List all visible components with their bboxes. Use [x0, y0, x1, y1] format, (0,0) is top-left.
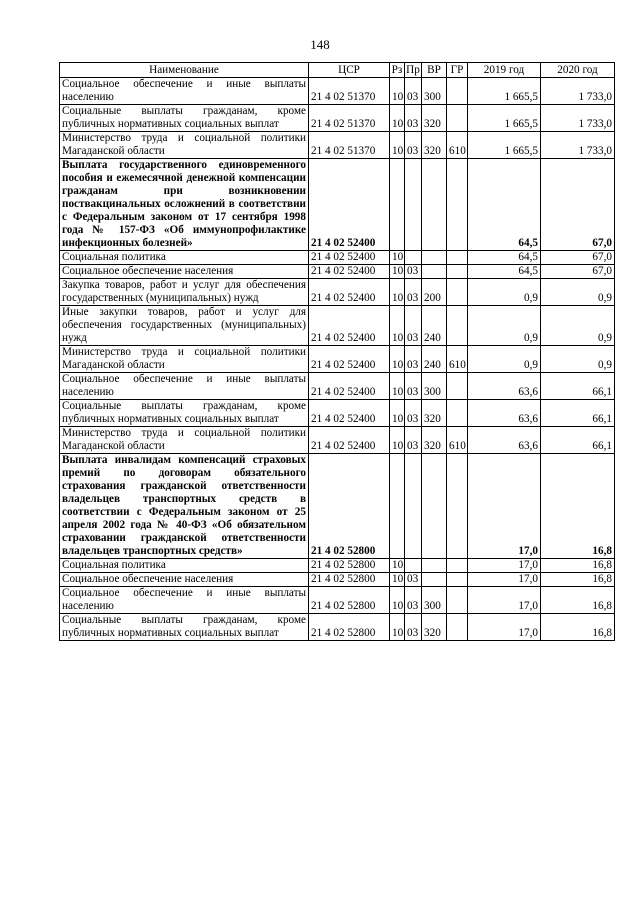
table-row: [60, 251, 615, 265]
cell-pr: 03: [405, 105, 422, 132]
table-row: [60, 573, 615, 587]
cell-csr: 21 4 02 52400: [309, 373, 390, 400]
cell-name: Социальная политика: [60, 559, 309, 573]
cell-csr: 21 4 02 52800: [309, 454, 390, 559]
cell-pr: [405, 454, 422, 559]
cell-vr: 300: [422, 373, 447, 400]
cell-pr: 03: [405, 78, 422, 105]
cell-vr: 200: [422, 279, 447, 306]
cell-2020: 16,8: [541, 614, 615, 641]
table-row: [60, 306, 615, 346]
cell-csr: 21 4 02 51370: [309, 78, 390, 105]
cell-name: Социальное обеспечение и иные выплаты населению: [60, 373, 309, 400]
cell-csr: 21 4 02 52400: [309, 400, 390, 427]
cell-name: Иные закупки товаров, работ и услуг для обеспечения государственных (муниципальных) нужд: [60, 306, 309, 346]
cell-rz: [390, 454, 405, 559]
cell-csr: 21 4 02 52800: [309, 559, 390, 573]
cell-2019: 17,0: [468, 454, 541, 559]
cell-pr: [405, 251, 422, 265]
cell-gr: [447, 614, 468, 641]
cell-gr: [447, 400, 468, 427]
cell-2020: 67,0: [541, 159, 615, 251]
cell-2019: 64,5: [468, 159, 541, 251]
cell-2020: 67,0: [541, 251, 615, 265]
cell-rz: 10: [390, 400, 405, 427]
cell-rz: 10: [390, 346, 405, 373]
cell-vr: 300: [422, 587, 447, 614]
cell-vr: [422, 454, 447, 559]
cell-2020: 16,8: [541, 573, 615, 587]
cell-2019: 64,5: [468, 265, 541, 279]
cell-vr: 320: [422, 132, 447, 159]
cell-gr: [447, 306, 468, 346]
cell-2020: 0,9: [541, 279, 615, 306]
cell-gr: [447, 105, 468, 132]
cell-rz: 10: [390, 105, 405, 132]
cell-pr: 03: [405, 279, 422, 306]
header-2020: 2020 год: [541, 63, 615, 78]
cell-vr: [422, 251, 447, 265]
cell-2019: 63,6: [468, 427, 541, 454]
cell-gr: [447, 573, 468, 587]
cell-2019: 0,9: [468, 279, 541, 306]
header-rz: Рз: [390, 63, 405, 78]
cell-gr: [447, 587, 468, 614]
table-row: [60, 427, 615, 454]
cell-rz: 10: [390, 427, 405, 454]
cell-rz: 10: [390, 587, 405, 614]
cell-2020: 67,0: [541, 265, 615, 279]
cell-csr: 21 4 02 52400: [309, 251, 390, 265]
cell-name: Социальная политика: [60, 251, 309, 265]
table-row: [60, 265, 615, 279]
cell-csr: 21 4 02 51370: [309, 105, 390, 132]
cell-vr: 320: [422, 400, 447, 427]
cell-name: Выплата государственного единовременного пособия и ежемесячной денежной компенсации гражданам при возникновении поствакцинальных осложнений в соответствии с Федеральным законом от 17 сентября 1998 года № 157-ФЗ «Об иммунопрофилактике инфекционных болезней»: [60, 159, 309, 251]
cell-2019: 1 665,5: [468, 132, 541, 159]
cell-gr: [447, 559, 468, 573]
cell-2019: 63,6: [468, 400, 541, 427]
table-row: [60, 78, 615, 105]
cell-2019: 64,5: [468, 251, 541, 265]
cell-pr: 03: [405, 265, 422, 279]
cell-name: Закупка товаров, работ и услуг для обеспечения государственных (муниципальных) нужд: [60, 279, 309, 306]
cell-2019: 0,9: [468, 306, 541, 346]
cell-2019: 17,0: [468, 587, 541, 614]
budget-table: [59, 62, 615, 641]
cell-vr: [422, 559, 447, 573]
cell-rz: 10: [390, 614, 405, 641]
cell-name: Министерство труда и социальной политики Магаданской области: [60, 427, 309, 454]
cell-vr: 320: [422, 427, 447, 454]
header-csr: ЦСР: [309, 63, 390, 78]
cell-pr: 03: [405, 373, 422, 400]
cell-vr: [422, 159, 447, 251]
cell-2020: 0,9: [541, 346, 615, 373]
cell-2020: 16,8: [541, 559, 615, 573]
cell-csr: 21 4 02 52800: [309, 587, 390, 614]
cell-pr: 03: [405, 573, 422, 587]
cell-2019: 1 665,5: [468, 78, 541, 105]
table-body: [60, 78, 615, 641]
cell-vr: [422, 573, 447, 587]
cell-csr: 21 4 02 52400: [309, 427, 390, 454]
table-row: [60, 400, 615, 427]
cell-pr: [405, 559, 422, 573]
cell-pr: 03: [405, 587, 422, 614]
cell-vr: 240: [422, 306, 447, 346]
header-name: Наименование: [60, 63, 309, 78]
cell-gr: [447, 265, 468, 279]
cell-2020: 66,1: [541, 373, 615, 400]
table-row: [60, 373, 615, 400]
cell-pr: 03: [405, 614, 422, 641]
cell-csr: 21 4 02 52400: [309, 159, 390, 251]
page-number: 148: [310, 37, 330, 52]
cell-gr: [447, 279, 468, 306]
cell-vr: 320: [422, 614, 447, 641]
cell-name: Министерство труда и социальной политики Магаданской области: [60, 132, 309, 159]
table-row: [60, 587, 615, 614]
cell-2019: 17,0: [468, 573, 541, 587]
table-row: [60, 454, 615, 559]
table-row: [60, 614, 615, 641]
table-row: [60, 279, 615, 306]
cell-pr: 03: [405, 306, 422, 346]
cell-2020: 1 733,0: [541, 78, 615, 105]
table-row: [60, 346, 615, 373]
cell-2020: 16,8: [541, 587, 615, 614]
cell-gr: [447, 373, 468, 400]
cell-2020: 0,9: [541, 306, 615, 346]
cell-rz: 10: [390, 78, 405, 105]
cell-csr: 21 4 02 52800: [309, 573, 390, 587]
cell-pr: 03: [405, 346, 422, 373]
header-gr: ГР: [447, 63, 468, 78]
cell-rz: [390, 159, 405, 251]
cell-name: Социальные выплаты гражданам, кроме публичных нормативных социальных выплат: [60, 400, 309, 427]
cell-name: Социальные выплаты гражданам, кроме публичных нормативных социальных выплат: [60, 614, 309, 641]
cell-name: Социальное обеспечение и иные выплаты населению: [60, 587, 309, 614]
table-header-row: [60, 63, 615, 78]
table-row: [60, 132, 615, 159]
cell-2020: 66,1: [541, 427, 615, 454]
cell-name: Социальное обеспечение населения: [60, 265, 309, 279]
cell-2019: 17,0: [468, 614, 541, 641]
cell-csr: 21 4 02 51370: [309, 132, 390, 159]
cell-rz: 10: [390, 279, 405, 306]
cell-name: Социальные выплаты гражданам, кроме публичных нормативных социальных выплат: [60, 105, 309, 132]
cell-2020: 1 733,0: [541, 105, 615, 132]
cell-2020: 1 733,0: [541, 132, 615, 159]
cell-2019: 17,0: [468, 559, 541, 573]
cell-2019: 0,9: [468, 346, 541, 373]
cell-name: Министерство труда и социальной политики Магаданской области: [60, 346, 309, 373]
cell-rz: 10: [390, 573, 405, 587]
cell-csr: 21 4 02 52400: [309, 306, 390, 346]
cell-name: Социальное обеспечение и иные выплаты населению: [60, 78, 309, 105]
cell-rz: 10: [390, 559, 405, 573]
cell-csr: 21 4 02 52400: [309, 265, 390, 279]
cell-2020: 66,1: [541, 400, 615, 427]
cell-rz: 10: [390, 373, 405, 400]
header-pr: Пр: [406, 63, 420, 76]
cell-rz: 10: [390, 132, 405, 159]
cell-rz: 10: [390, 251, 405, 265]
cell-gr: 610: [447, 346, 468, 373]
cell-csr: 21 4 02 52800: [309, 614, 390, 641]
cell-2019: 63,6: [468, 373, 541, 400]
cell-gr: [447, 159, 468, 251]
header-2019: 2019 год: [468, 63, 541, 78]
cell-gr: 610: [447, 132, 468, 159]
table-row: [60, 105, 615, 132]
cell-name: Выплата инвалидам компенсаций страховых премий по договорам обязательного страхования гражданской ответственности владельцев транспортных средств в соответствии с Федеральным законом от 25 апреля 2002 года № 40-ФЗ «Об обязательном страховании гражданской ответственности владельцев транспортных средств»: [60, 454, 309, 559]
cell-pr: 03: [405, 427, 422, 454]
table-row: [60, 559, 615, 573]
table-row: [60, 159, 615, 251]
cell-gr: [447, 78, 468, 105]
cell-rz: 10: [390, 306, 405, 346]
cell-gr: 610: [447, 427, 468, 454]
cell-vr: [422, 265, 447, 279]
cell-pr: [405, 159, 422, 251]
cell-csr: 21 4 02 52400: [309, 346, 390, 373]
cell-csr: 21 4 02 52400: [309, 279, 390, 306]
cell-gr: [447, 454, 468, 559]
header-vr: ВР: [422, 63, 447, 78]
cell-rz: 10: [390, 265, 405, 279]
cell-vr: 320: [422, 105, 447, 132]
cell-vr: 300: [422, 78, 447, 105]
cell-pr: 03: [405, 400, 422, 427]
cell-2020: 16,8: [541, 454, 615, 559]
cell-name: Социальное обеспечение населения: [60, 573, 309, 587]
cell-pr: 03: [405, 132, 422, 159]
cell-vr: 240: [422, 346, 447, 373]
cell-gr: [447, 251, 468, 265]
cell-2019: 1 665,5: [468, 105, 541, 132]
